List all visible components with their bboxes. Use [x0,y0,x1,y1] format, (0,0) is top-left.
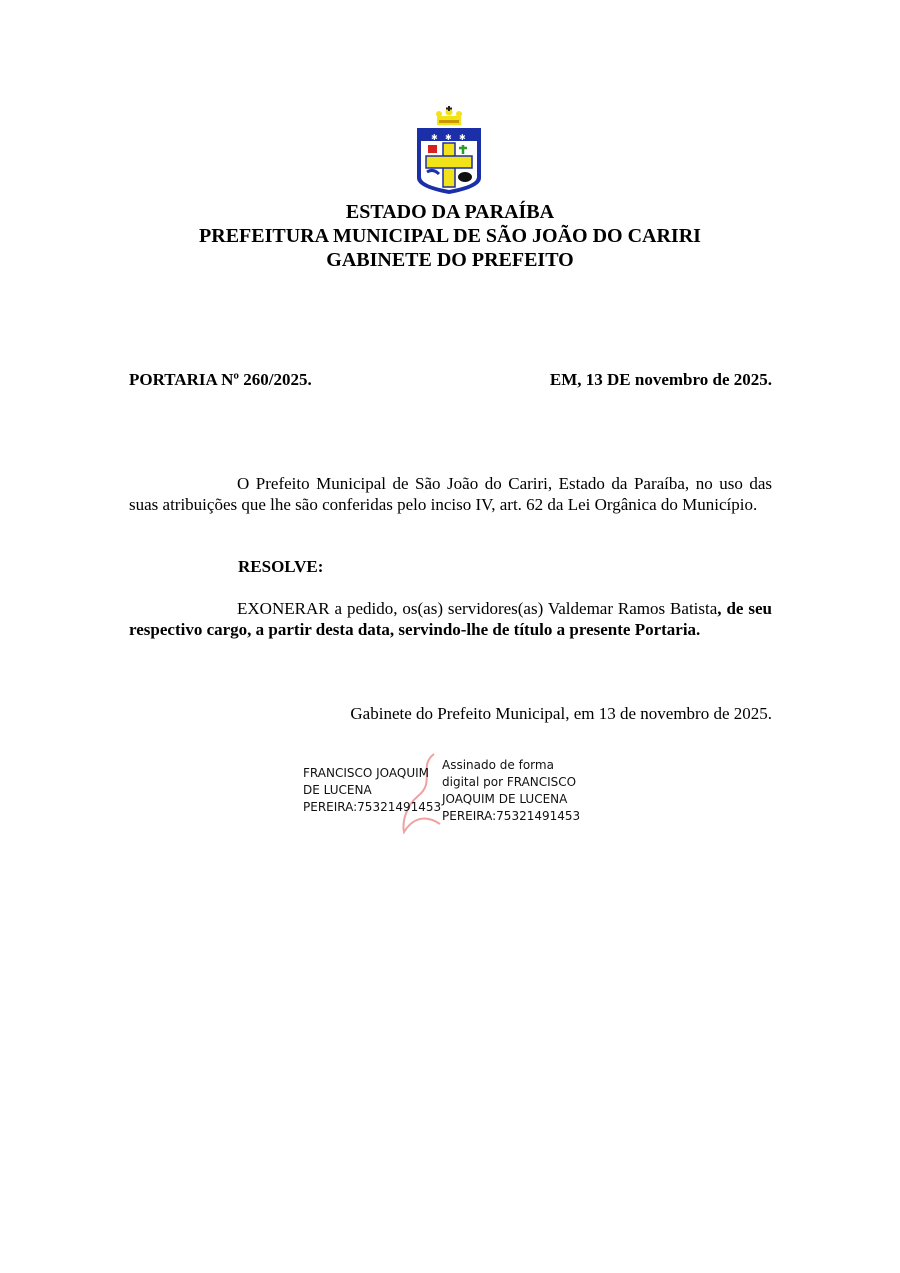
resolution-text: EXONERAR a pedido, os(as) servidores(as) Valdemar Ramos Batista [237,599,718,618]
municipality-name: PREFEITURA MUNICIPAL DE SÃO JOÃO DO CARIRI [199,225,701,247]
digital-signature [300,752,590,842]
svg-text:✱: ✱ [431,133,438,142]
resolution-paragraph [129,598,772,640]
svg-text:✱: ✱ [459,133,466,142]
document-header [0,200,900,272]
signer-name: FRANCISCO JOAQUIM DE LUCENA PEREIRA:75321491453 [303,766,442,814]
resolution-text-bold: , de seu respectivo cargo, a partir desta data, servindo-lhe de título a presente Portaria. [129,599,772,639]
preamble-paragraph: O Prefeito Municipal de São João do Cariri, Estado da Paraíba, no uso das suas atribuições que lhe são conferidas pelo inciso IV, art. 62 da Lei Orgânica do Município. [129,474,772,514]
state-name: ESTADO DA PARAÍBA [345,201,555,223]
coat-of-arms-icon [413,106,485,196]
resolve-heading: RESOLVE: [238,557,324,576]
closing-line: Gabinete do Prefeito Municipal, em 13 de novembro de 2025. [350,704,772,723]
portaria-number: PORTARIA Nº 260/2025. [129,370,312,389]
office-name: GABINETE DO PREFEITO [326,249,574,271]
portaria-date: EM, 13 DE novembro de 2025. [549,370,772,389]
signature-info: Assinado de forma digital por FRANCISCO JOAQUIM DE LUCENA PEREIRA:75321491453 [442,758,581,823]
reference-line [129,370,772,390]
svg-text:✱: ✱ [445,133,452,142]
